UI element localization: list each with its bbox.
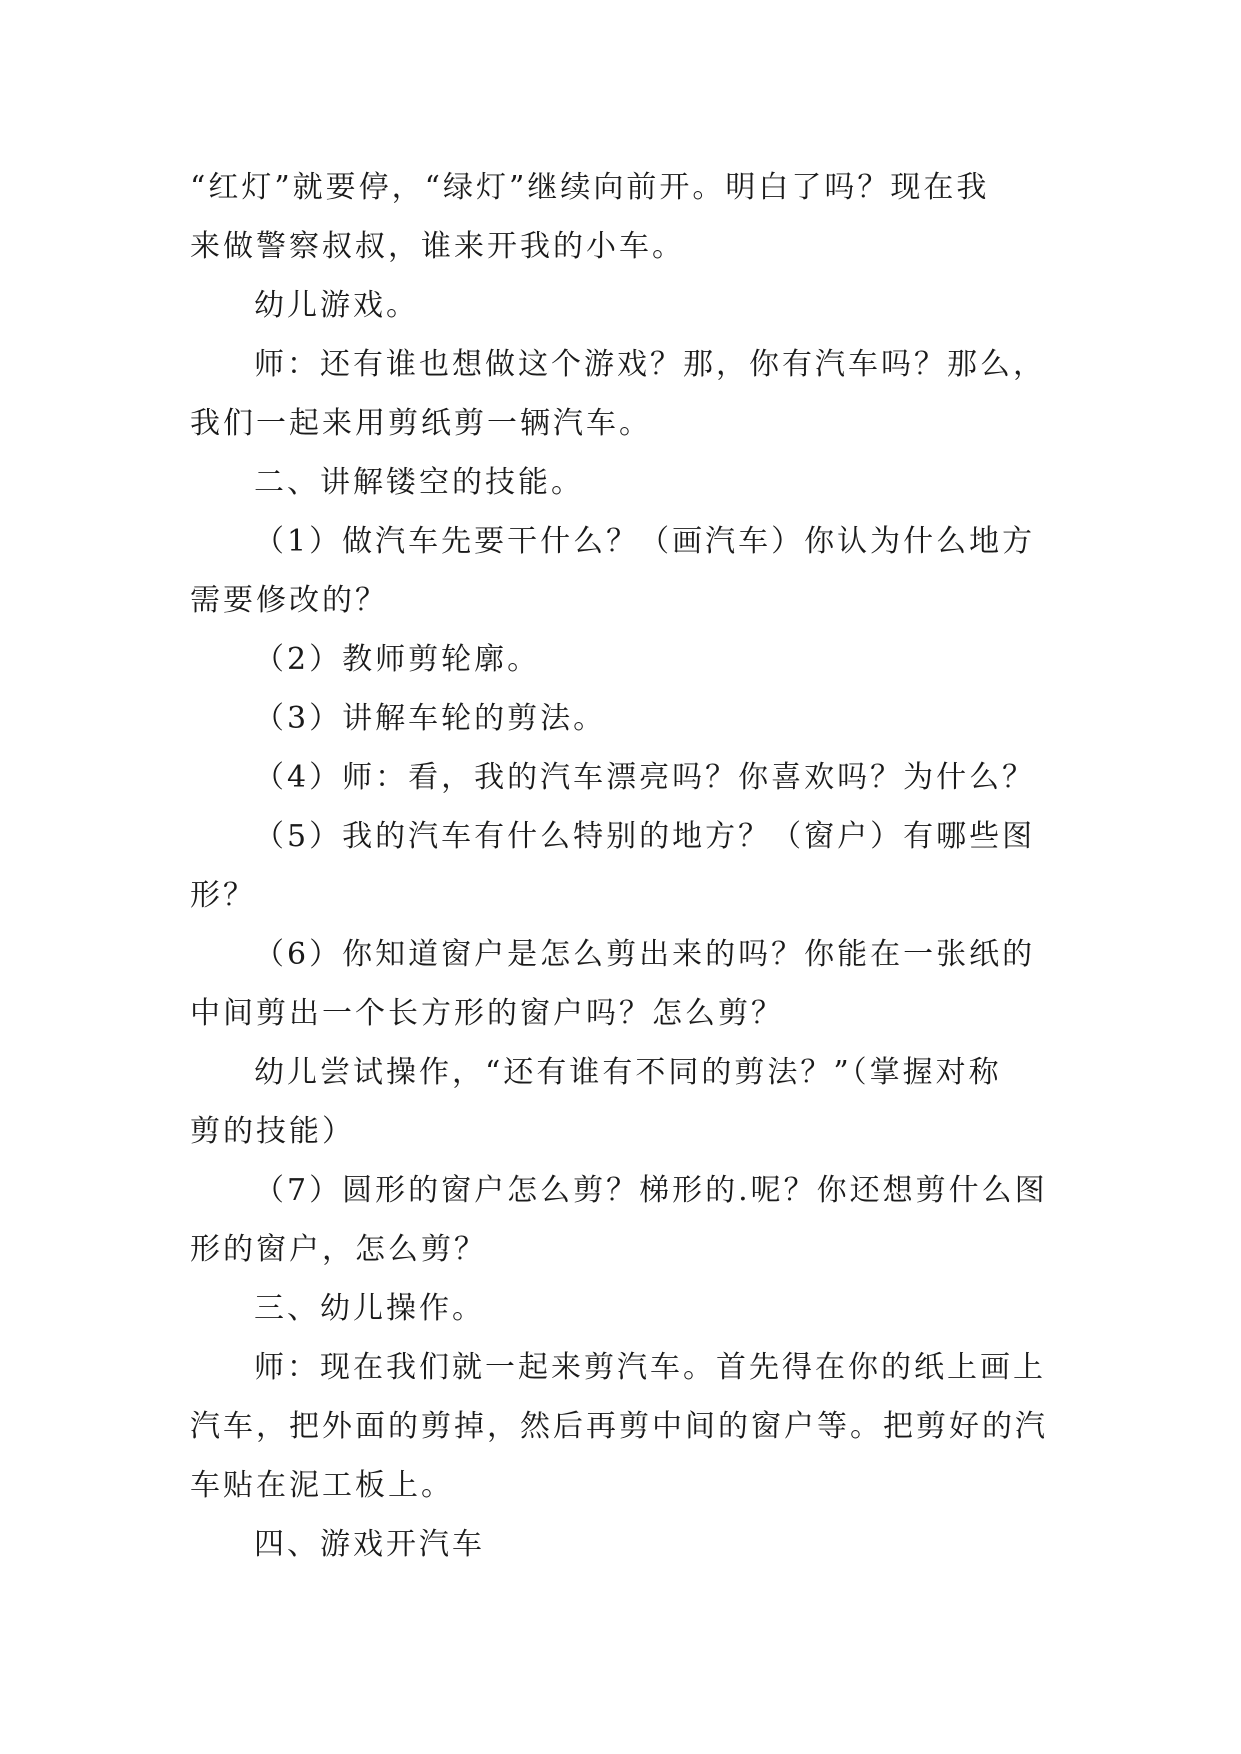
paragraph <box>190 158 1050 276</box>
text-line: （7）圆形的窗户怎么剪？梯形的.呢？你还想剪什么图 <box>254 1173 1048 1208</box>
text-line: （6）你知道窗户是怎么剪出来的吗？你能在一张纸的 <box>254 937 1036 972</box>
text-line: 来做警察叔叔，谁来开我的小车。 <box>190 229 685 264</box>
text-line: 形的窗户，怎么剪？ <box>190 1232 487 1267</box>
text-line: 四、游戏开汽车 <box>254 1527 485 1562</box>
paragraph <box>190 689 1050 748</box>
paragraph <box>190 748 1050 807</box>
document-body <box>190 158 1050 1574</box>
text-line: 师：还有谁也想做这个游戏？那，你有汽车吗？那么， <box>254 347 1046 382</box>
text-line: 二、讲解镂空的技能。 <box>254 465 584 500</box>
text-line: 形？ <box>190 878 256 913</box>
paragraph <box>190 1043 1050 1161</box>
paragraph <box>190 1161 1050 1279</box>
text-line: 师：现在我们就一起来剪汽车。首先得在你的纸上画上 <box>254 1350 1046 1385</box>
paragraph <box>190 1338 1050 1515</box>
paragraph <box>190 925 1050 1043</box>
paragraph <box>190 630 1050 689</box>
text-line: 幼儿游戏。 <box>254 288 419 323</box>
text-line: 车贴在泥工板上。 <box>190 1468 454 1503</box>
text-line: 剪的技能） <box>190 1114 355 1149</box>
paragraph <box>190 335 1050 453</box>
text-line: （4）师：看，我的汽车漂亮吗？你喜欢吗？为什么？ <box>254 760 1036 795</box>
paragraph <box>190 807 1050 925</box>
text-line: 我们一起来用剪纸剪一辆汽车。 <box>190 406 652 441</box>
text-line: （3）讲解车轮的剪法。 <box>254 701 607 736</box>
text-line: 汽车，把外面的剪掉，然后再剪中间的窗户等。把剪好的汽 <box>190 1409 1048 1444</box>
paragraph <box>190 453 1050 512</box>
text-line: （2）教师剪轮廓。 <box>254 642 541 677</box>
paragraph <box>190 1279 1050 1338</box>
text-line: 需要修改的？ <box>190 583 388 618</box>
text-line: （1）做汽车先要干什么？（画汽车）你认为什么地方 <box>254 524 1036 559</box>
text-line: （5）我的汽车有什么特别的地方？（窗户）有哪些图 <box>254 819 1036 854</box>
paragraph <box>190 276 1050 335</box>
text-line: “红灯”就要停，“绿灯”继续向前开。明白了吗？现在我 <box>190 170 990 205</box>
paragraph <box>190 1515 1050 1574</box>
paragraph <box>190 512 1050 630</box>
text-line: 幼儿尝试操作，“还有谁有不同的剪法？”（掌握对称 <box>254 1055 1002 1090</box>
text-line: 三、幼儿操作。 <box>254 1291 485 1326</box>
text-line: 中间剪出一个长方形的窗户吗？怎么剪？ <box>190 996 784 1031</box>
